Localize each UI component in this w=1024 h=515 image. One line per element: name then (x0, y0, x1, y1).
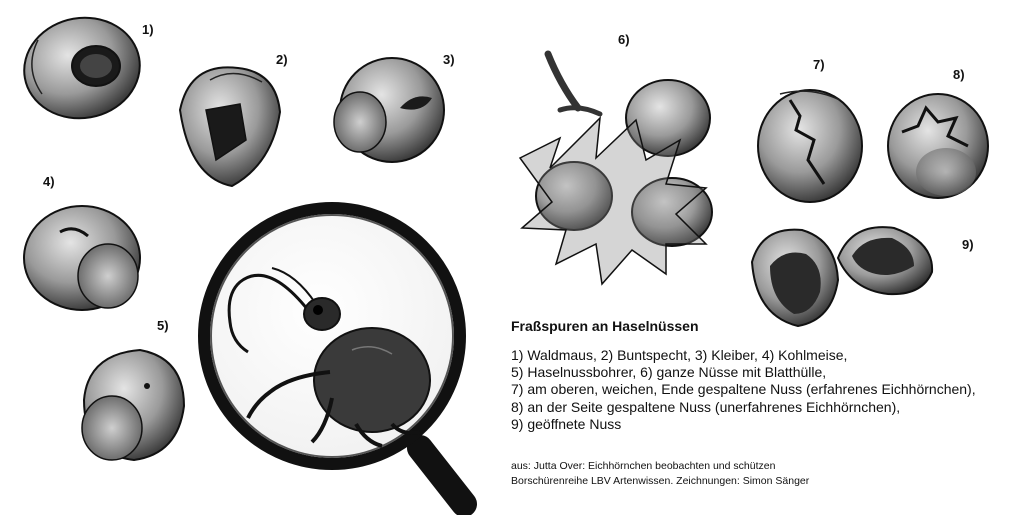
label-9: 9) (962, 237, 974, 252)
source-line-1: aus: Jutta Over: Eichhörnchen beobachten und schützen (511, 460, 776, 472)
caption-title: Fraßspuren an Haselnüssen (511, 318, 699, 334)
hazelnut-cluster-with-husks-icon (520, 54, 712, 284)
source-line-2: Borschürenreihe LBV Artenwissen. Zeichnungen: Simon Sänger (511, 475, 810, 487)
source-credit (511, 459, 809, 489)
label-2: 2) (276, 52, 288, 67)
label-5: 5) (157, 318, 169, 333)
caption-line: 5) Haselnussbohrer, 6) ganze Nüsse mit Blatthülle, (511, 364, 827, 381)
hazelnut-pecked-hole-icon (180, 67, 280, 186)
label-4: 4) (43, 174, 55, 189)
caption-line: 9) geöffnete Nuss (511, 415, 622, 432)
hazelnut-split-top-icon (758, 90, 862, 202)
hazelnut-gnawed-hole-icon (16, 9, 148, 128)
opened-hazelnut-shells-icon (752, 227, 932, 326)
caption-line: 7) am oberen, weichen, Ende gespaltene Nuss (erfahrenes Eichhörnchen), (511, 381, 976, 398)
hazelnut-split-side-icon (888, 94, 988, 198)
label-1: 1) (142, 22, 154, 37)
caption-line: 8) an der Seite gespaltene Nuss (unerfahrenes Eichhörnchen), (511, 398, 901, 415)
hazelnut-slit-icon (24, 206, 140, 310)
label-6: 6) (618, 32, 630, 47)
label-7: 7) (813, 57, 825, 72)
hazelnut-small-hole-icon (334, 58, 444, 162)
caption-line: 1) Waldmaus, 2) Buntspecht, 3) Kleiber, 4) Kohlmeise, (511, 347, 848, 363)
hazelnut-bore-hole-icon (82, 350, 184, 460)
caption (511, 318, 1011, 433)
label-3: 3) (443, 52, 455, 67)
label-8: 8) (953, 67, 965, 82)
